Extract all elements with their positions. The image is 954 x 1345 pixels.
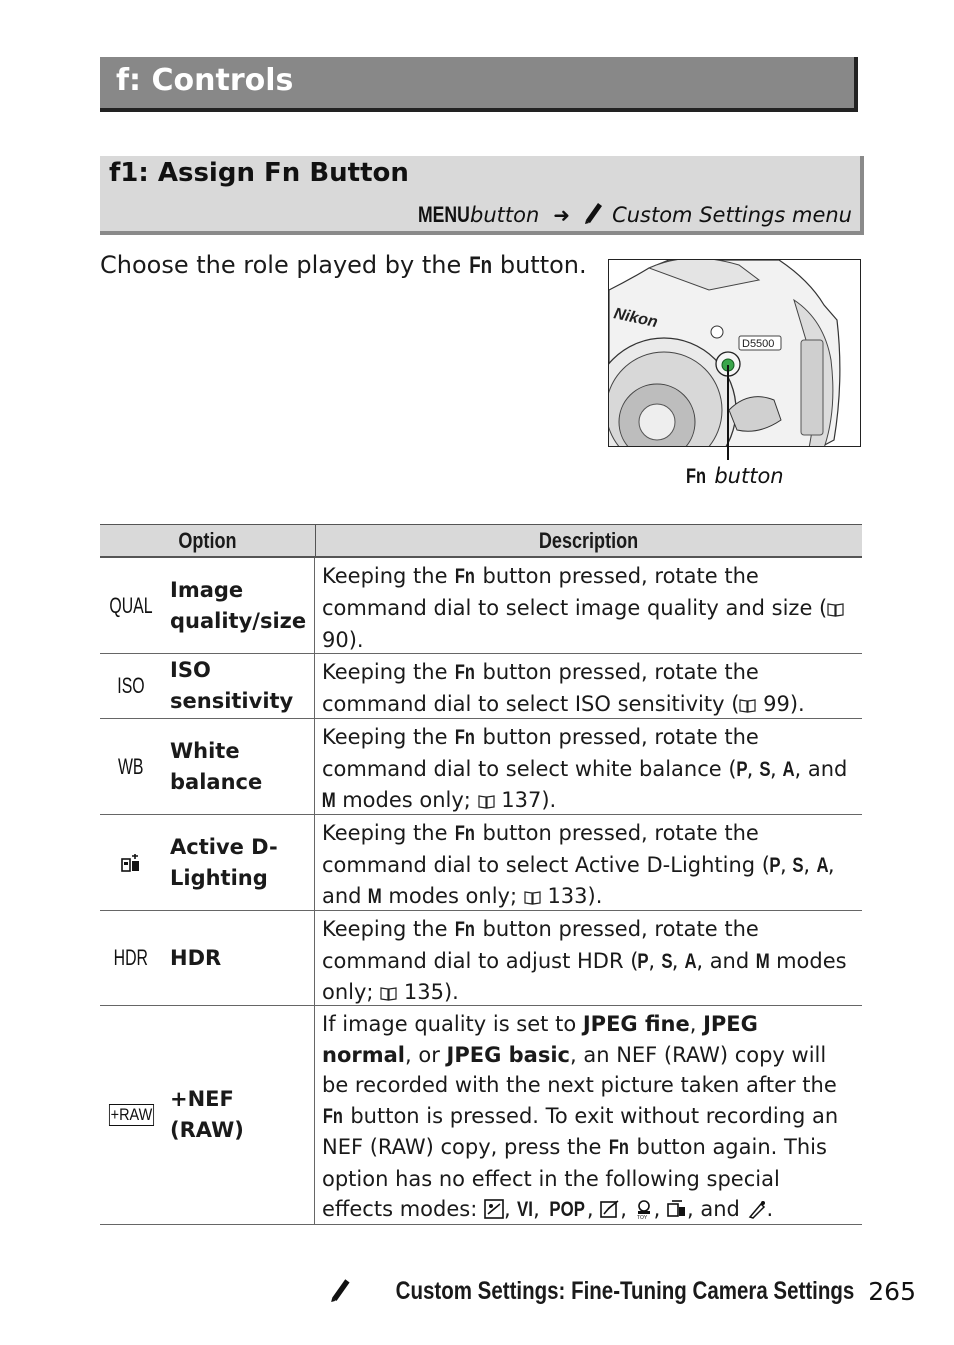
desc-text: ).: [789, 691, 805, 716]
breadcrumb-button-text: button: [470, 202, 540, 227]
book-icon: [827, 595, 844, 626]
chapter-title: f: Controls: [116, 63, 294, 98]
photo-illustration-icon: [600, 1197, 620, 1228]
fn-key-label: Fn: [455, 661, 476, 684]
section-title: f1: Assign Fn Button: [109, 158, 409, 188]
page-ref: 135: [403, 980, 444, 1004]
fn-key-label: Fn: [455, 726, 476, 749]
option-description: [315, 558, 862, 653]
option-name: White balance: [162, 719, 315, 814]
svg-text:TOY: TOY: [636, 1215, 647, 1219]
mode-p: P: [769, 853, 781, 877]
selective-color-icon: [747, 1197, 767, 1228]
menu-key-label: MENU: [418, 201, 471, 227]
active-d-lighting-icon: [100, 815, 162, 910]
options-table: [100, 524, 862, 1225]
desc-text: modes only;: [342, 788, 471, 812]
caption-text: button: [714, 464, 784, 488]
header-description: [316, 525, 862, 556]
desc-text: Keeping the: [322, 821, 448, 845]
mode-a: A: [782, 757, 795, 781]
option-description: Keeping the Fn button pressed, rotate the command dial to select white balance (P, S, A, and M modes only; 137).: [315, 719, 862, 814]
desc-text: and: [700, 1197, 740, 1221]
mode-m: M: [321, 789, 336, 812]
book-icon: [478, 787, 495, 818]
desc-text: and: [322, 884, 362, 908]
option-name: Image quality/size: [162, 558, 315, 653]
mode-a: A: [816, 853, 829, 877]
desc-text: Keeping the: [322, 917, 448, 941]
desc-text: button again. This option has no effect in the following special effects modes:: [322, 1135, 827, 1221]
desc-text: or: [418, 1042, 440, 1067]
desc-text: button pressed, rotate the command dial to select white balance (: [322, 725, 759, 781]
footer-chapter-title: Custom Settings: Fine-Tuning Camera Settings: [395, 1276, 855, 1305]
chapter-header: [100, 57, 858, 112]
fn-key-label: Fn: [455, 822, 476, 845]
caption-fn-key: Fn: [686, 465, 707, 488]
intro-text: [100, 251, 587, 280]
camera-illustration: [608, 259, 861, 447]
desc-text: and: [807, 756, 848, 781]
option-description: Keeping the Fn button pressed, rotate the command dial to adjust HDR (P, S, A, and M modes only; 135).: [315, 911, 862, 1005]
mode-s: S: [661, 949, 673, 973]
desc-text: and: [709, 948, 750, 973]
option-description: [315, 654, 862, 718]
pencil-icon: [584, 200, 606, 229]
hdr-icon: [100, 911, 162, 1005]
fn-key-label: Fn: [455, 918, 476, 941]
fn-key-label: Fn: [322, 1104, 343, 1128]
desc-text: Keeping the: [322, 725, 448, 749]
miniature-icon: [667, 1197, 687, 1228]
desc-text: modes only;: [322, 948, 847, 1004]
option-description: Keeping the Fn button pressed, rotate the command dial to select Active D-Lighting (P, S, A, and M modes only; 133).: [315, 815, 862, 910]
page-footer: [329, 1276, 916, 1306]
desc-text: ).: [541, 788, 557, 812]
header-description-label: Description: [539, 527, 639, 553]
jpeg-fine-label: JPEG fine: [582, 1012, 690, 1036]
desc-text: If image quality is set to: [322, 1012, 577, 1036]
desc-text: modes only;: [388, 884, 518, 908]
figure-caption: [686, 464, 784, 489]
jpeg-normal-label: JPEG normal: [322, 1012, 758, 1067]
book-icon: [739, 691, 756, 722]
table-row: [100, 1006, 862, 1225]
qual-icon: [100, 558, 162, 653]
vi-mode-label: VI: [517, 1198, 534, 1221]
mode-m: M: [755, 949, 770, 973]
page-ref: 133: [547, 884, 588, 908]
book-icon: [524, 883, 541, 914]
mode-s: S: [759, 757, 771, 781]
section-header: [100, 156, 864, 235]
mode-p: P: [735, 757, 748, 781]
desc-text: button pressed, rotate the command dial to select image quality and size (: [322, 564, 828, 620]
mode-s: S: [792, 853, 804, 877]
fn-key-label: Fn: [608, 1136, 629, 1159]
desc-text: ).: [348, 628, 364, 652]
book-icon: [380, 979, 397, 1010]
pencil-icon: [329, 1276, 355, 1306]
desc-text: button is pressed. To exit without recording an NEF (RAW) copy, press the: [322, 1103, 839, 1159]
mode-a: A: [684, 949, 697, 973]
desc-text: ).: [587, 884, 603, 908]
night-vision-icon: [484, 1197, 504, 1228]
option-name: Active D-Lighting: [162, 815, 315, 910]
breadcrumb-target: Custom Settings menu: [612, 202, 852, 227]
raw-plus-icon-label: +RAW: [110, 1105, 152, 1124]
page-ref: 90: [322, 628, 349, 652]
page-number: 265: [868, 1276, 916, 1306]
mode-p: P: [637, 949, 650, 973]
mode-m: M: [367, 885, 382, 908]
table-row: [100, 719, 862, 815]
desc-text: button pressed, rotate the command dial to adjust HDR (: [322, 917, 759, 973]
brand-label: Nikon: [612, 305, 660, 332]
toy-camera-icon: [634, 1197, 654, 1228]
table-row: [100, 815, 862, 911]
table-row: [100, 911, 862, 1006]
option-name: HDR: [162, 911, 315, 1005]
jpeg-basic-label: JPEG basic: [446, 1042, 570, 1067]
wb-icon: [100, 719, 162, 814]
page-ref: 99: [763, 691, 790, 716]
qual-icon-label: QUAL: [109, 592, 153, 618]
option-description: If image quality is set to JPEG fine, JPEG normal, or JPEG basic, an NEF (RAW) copy will be recorded with the next picture taken after the Fn button is pressed. To exit without recording an NEF (RAW) copy, press the Fn button again. This option has no effect in the following special effects modes: , VI, POP , , TOY , , and .: [315, 1006, 862, 1224]
intro-before: Choose the role played by the: [100, 251, 462, 279]
desc-text: button pressed, rotate the command dial to select Active D-Lighting (: [322, 821, 770, 877]
fn-key-label: Fn: [455, 565, 476, 588]
intro-after: button.: [499, 251, 587, 279]
table-header: [100, 524, 862, 558]
option-name: ISO sensitivity: [162, 654, 315, 718]
breadcrumb: [405, 200, 852, 229]
model-label: D5500: [742, 338, 775, 350]
table-row: [100, 558, 862, 654]
table-row: [100, 654, 862, 719]
iso-icon: [100, 654, 162, 718]
desc-text: ).: [443, 980, 459, 1004]
desc-text: .: [766, 1197, 774, 1221]
header-option-label: Option: [178, 527, 237, 553]
pop-mode-label: POP: [548, 1198, 585, 1221]
page-ref: 137: [501, 788, 542, 812]
raw-plus-icon: [100, 1006, 162, 1224]
desc-text: , an NEF (RAW) copy will be recorded with the next picture taken after the: [322, 1042, 837, 1097]
header-option: [100, 525, 316, 556]
iso-icon-label: ISO: [117, 673, 145, 698]
hdr-icon-label: HDR: [113, 945, 149, 970]
option-name: +NEF (RAW): [162, 1006, 315, 1224]
callout-line: [727, 365, 729, 460]
desc-text: Keeping the: [322, 660, 448, 684]
wb-icon-label: WB: [118, 753, 144, 779]
fn-key-label: Fn: [469, 252, 492, 279]
desc-text: button pressed, rotate the command dial to select ISO sensitivity (: [322, 660, 759, 716]
arrow-right-icon: ➜: [553, 202, 571, 227]
desc-text: Keeping the: [322, 564, 448, 588]
